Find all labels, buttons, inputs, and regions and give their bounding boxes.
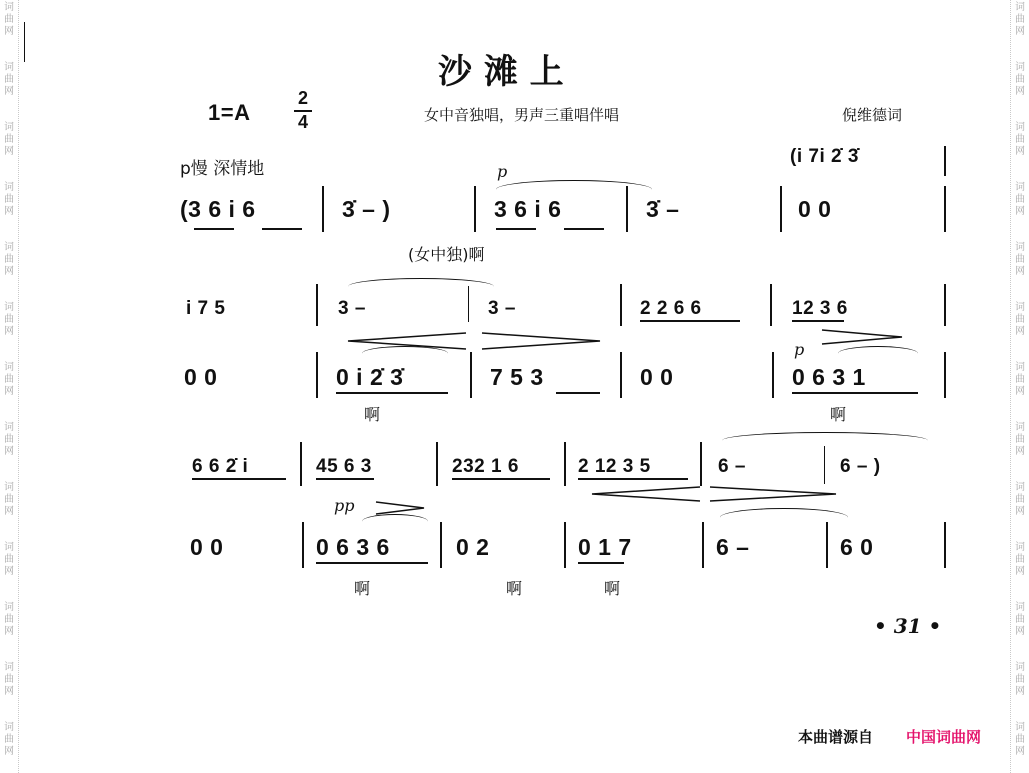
row2-bottom-measure-4: 0 0 bbox=[640, 364, 674, 390]
barline bbox=[302, 522, 304, 568]
dynamic-p: p bbox=[497, 162, 508, 181]
barline bbox=[316, 284, 318, 326]
watermark-glyph-group: 词 曲 网 bbox=[4, 182, 14, 217]
watermark-glyph-group: 词 曲 网 bbox=[4, 302, 14, 337]
source-label: 本曲谱源自 bbox=[798, 728, 874, 746]
watermark-glyph-group: 词 曲 网 bbox=[4, 722, 14, 757]
voice-label: (女中独)啊 bbox=[408, 245, 485, 264]
barline bbox=[564, 522, 566, 568]
slur bbox=[362, 514, 428, 529]
barline bbox=[564, 442, 566, 486]
barline bbox=[436, 442, 438, 486]
watermark-glyph-group: 词 曲 网 bbox=[4, 62, 14, 97]
row2-top-measure-3: 3 – bbox=[488, 298, 516, 319]
lyric-syllable: 啊 bbox=[604, 579, 621, 598]
row2-top-measure-5: 12 3 6 bbox=[792, 298, 848, 319]
row2-bottom-measure-5: 0 6 3 1 bbox=[792, 364, 866, 390]
watermark-glyph-group: 词 曲 网 bbox=[1015, 2, 1025, 37]
performance-note: 女中音独唱，男声三重唱伴唱 bbox=[424, 106, 620, 124]
source-site-link[interactable]: 中国词曲网 bbox=[906, 728, 982, 746]
beam bbox=[452, 478, 550, 480]
watermark-glyph-group: 词 曲 网 bbox=[4, 2, 14, 37]
dynamic-p: p bbox=[794, 340, 805, 359]
barline bbox=[780, 186, 782, 232]
beam bbox=[316, 478, 374, 480]
row3-top-measure-6: 6 – ) bbox=[840, 456, 881, 477]
beam bbox=[792, 320, 844, 322]
tie bbox=[722, 432, 928, 449]
row3-top-measure-4: 2 12 3 5 bbox=[578, 456, 651, 477]
watermark-glyph-group: 词 曲 网 bbox=[1015, 482, 1025, 517]
barline bbox=[770, 284, 772, 326]
lyricist: 倪维德词 bbox=[842, 106, 903, 124]
margin-line bbox=[24, 22, 25, 62]
watermark-glyph-group: 词 曲 网 bbox=[1015, 602, 1025, 637]
beam bbox=[578, 478, 688, 480]
lyric-syllable: 啊 bbox=[830, 405, 847, 424]
row3-top-measure-1: 6 6 2̇ i bbox=[192, 456, 249, 477]
watermark-glyph-group: 词 曲 网 bbox=[4, 482, 14, 517]
watermark-glyph-group: 词 曲 网 bbox=[1015, 542, 1025, 577]
watermark-glyph-group: 词 曲 网 bbox=[4, 122, 14, 157]
barline bbox=[440, 522, 442, 568]
watermark-glyph-group: 词 曲 网 bbox=[1015, 362, 1025, 397]
barline bbox=[468, 286, 469, 322]
barline bbox=[620, 352, 622, 398]
score-title: 沙 滩 上 bbox=[438, 52, 564, 92]
barline bbox=[702, 522, 704, 568]
lyric-syllable: 啊 bbox=[364, 405, 381, 424]
row2-top-measure-1: i 7 5 bbox=[186, 298, 226, 319]
tie bbox=[348, 278, 494, 295]
watermark-glyph-group: 词 曲 网 bbox=[4, 422, 14, 457]
barline bbox=[620, 284, 622, 326]
page-number: • 31 • bbox=[874, 614, 942, 638]
watermark-glyph-group: 词 曲 网 bbox=[1015, 62, 1025, 97]
row3-bottom-measure-4: 0 1 7 bbox=[578, 534, 632, 560]
beam bbox=[496, 228, 536, 230]
row3-bottom-measure-2: 0 6 3 6 bbox=[316, 534, 390, 560]
beam bbox=[194, 228, 234, 230]
beam bbox=[564, 228, 604, 230]
tie bbox=[720, 508, 848, 527]
row2-top-measure-2: 3 – bbox=[338, 298, 366, 319]
barline bbox=[322, 186, 324, 232]
lyric-syllable: 啊 bbox=[506, 579, 523, 598]
row3-bottom-measure-6: 6 0 bbox=[840, 534, 874, 560]
barline bbox=[626, 186, 628, 232]
watermark-glyph-group: 词 曲 网 bbox=[4, 542, 14, 577]
watermark-glyph-group: 词 曲 网 bbox=[1015, 242, 1025, 277]
watermark-glyph-group: 词 曲 网 bbox=[1015, 662, 1025, 697]
row2-bottom-measure-2: 0 i 2̇ 3̇ bbox=[336, 364, 404, 390]
beam bbox=[578, 562, 624, 564]
barline bbox=[470, 352, 472, 398]
row2-bottom-measure-3: 7 5 3 bbox=[490, 364, 544, 390]
row3-bottom-measure-3: 0 2 bbox=[456, 534, 490, 560]
row1-upper-voice: (i 7i 2̇ 3̇ bbox=[790, 146, 859, 167]
beam bbox=[316, 562, 428, 564]
lyric-syllable: 啊 bbox=[354, 579, 371, 598]
watermark-glyph-group: 词 曲 网 bbox=[1015, 422, 1025, 457]
watermark-glyph-group: 词 曲 网 bbox=[1015, 722, 1025, 757]
row2-top-measure-4: 2 2 6 6 bbox=[640, 298, 702, 319]
beam bbox=[792, 392, 918, 394]
row3-bottom-measure-1: 0 0 bbox=[190, 534, 224, 560]
row3-top-measure-5: 6 – bbox=[718, 456, 746, 477]
beam bbox=[192, 478, 286, 480]
barline bbox=[944, 284, 946, 326]
key-signature: 1=A bbox=[208, 100, 251, 125]
watermark-glyph-group: 词 曲 网 bbox=[4, 362, 14, 397]
dynamic-hairpins bbox=[590, 484, 840, 508]
row1-measure-4: 3̇ – bbox=[646, 196, 680, 222]
barline bbox=[772, 352, 774, 398]
barline bbox=[944, 522, 946, 568]
slur bbox=[838, 346, 918, 361]
row3-bottom-measure-5: 6 – bbox=[716, 534, 750, 560]
watermark-glyph-group: 词 曲 网 bbox=[1015, 302, 1025, 337]
barline bbox=[474, 186, 476, 232]
beam bbox=[336, 392, 448, 394]
beam bbox=[640, 320, 740, 322]
row3-top-measure-2: 45 6 3 bbox=[316, 456, 372, 477]
barline bbox=[826, 522, 828, 568]
beam bbox=[556, 392, 600, 394]
watermark-glyph-group: 词 曲 网 bbox=[1015, 122, 1025, 157]
row3-top-measure-3: 232 1 6 bbox=[452, 456, 519, 477]
beam bbox=[262, 228, 302, 230]
row1-measure-2: 3̇ – ) bbox=[342, 196, 391, 222]
watermark-glyph-group: 词 曲 网 bbox=[1015, 182, 1025, 217]
barline bbox=[944, 352, 946, 398]
barline bbox=[300, 442, 302, 486]
time-signature-bottom: 4 bbox=[298, 112, 309, 132]
slur bbox=[362, 346, 448, 361]
time-signature-top: 2 bbox=[298, 88, 309, 108]
barline bbox=[700, 442, 702, 486]
barline bbox=[944, 186, 946, 232]
decrescendo-hairpin bbox=[820, 328, 904, 346]
row1-measure-1: (3 6 i 6 bbox=[180, 196, 256, 222]
watermark-glyph-group: 词 曲 网 bbox=[4, 602, 14, 637]
barline bbox=[944, 146, 946, 176]
barline bbox=[316, 352, 318, 398]
watermark-glyph-group: 词 曲 网 bbox=[4, 242, 14, 277]
barline bbox=[824, 446, 825, 484]
tempo-marking: p慢 深情地 bbox=[180, 159, 265, 179]
row1-measure-5: 0 0 bbox=[798, 196, 832, 222]
row2-bottom-measure-1: 0 0 bbox=[184, 364, 218, 390]
row1-measure-3: 3 6 i 6 bbox=[494, 196, 562, 222]
watermark-glyph-group: 词 曲 网 bbox=[4, 662, 14, 697]
dynamic-pp: pp bbox=[334, 496, 355, 515]
